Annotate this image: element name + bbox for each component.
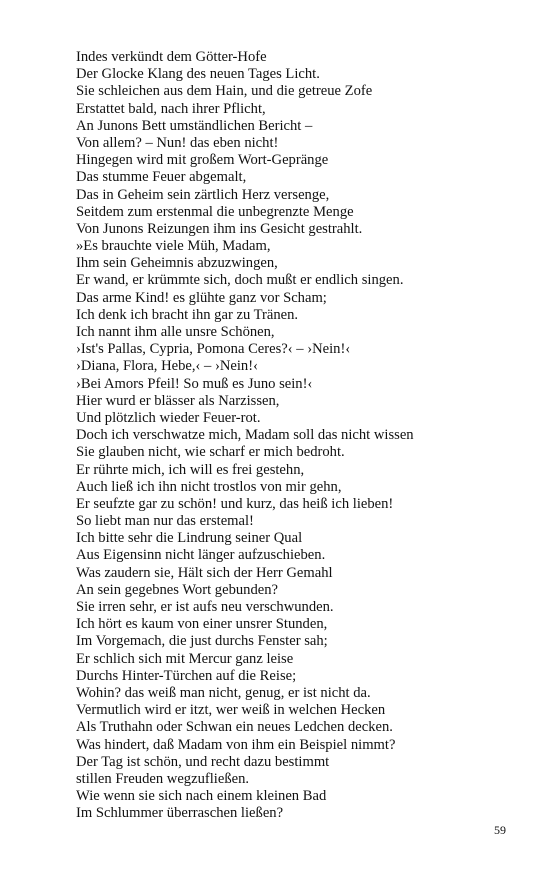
poem-line: Was zaudern sie, Hält sich der Herr Gemahl: [76, 564, 333, 581]
poem-line: Erstattet bald, nach ihrer Pflicht,: [76, 100, 266, 117]
poem-line: Sie glauben nicht, wie scharf er mich bedroht.: [76, 444, 345, 461]
poem-line: Was hindert, daß Madam von ihm ein Beispiel nimmt?: [76, 736, 396, 753]
poem-line: Ich nannt ihm alle unsre Schönen,: [76, 324, 275, 340]
poem-line: Wie wenn sie sich nach einem kleinen Bad: [76, 788, 327, 805]
poem-line: Von Junons Reizungen ihm ins Gesicht gestrahlt.: [76, 220, 363, 237]
poem-line: ›Bei Amors Pfeil! So muß es Juno sein!‹: [76, 375, 313, 392]
poem-line: Doch ich verschwatze mich, Madam soll das nicht wissen: [76, 427, 414, 444]
poem-line: So liebt man nur das erstemal!: [76, 513, 254, 530]
poem-line: Das stumme Feuer abgemalt,: [76, 169, 247, 186]
poem-line: Als Truthahn oder Schwan ein neues Ledchen decken.: [76, 719, 393, 736]
poem-line: Durchs Hinter-Türchen auf die Reise;: [76, 667, 297, 684]
poem-line: Er rührte mich, ich will es frei gestehn,: [76, 461, 305, 478]
poem-line: Ich hört es kaum von einer unsrer Stunden,: [76, 616, 328, 633]
poem-line: Der Tag ist schön, und recht dazu bestimmt: [76, 753, 330, 770]
poem-line: Hier wurd er blässer als Narzissen,: [76, 392, 280, 409]
poem-line: Sie irren sehr, er ist aufs neu verschwunden.: [76, 599, 334, 615]
poem-line: Er wand, er krümmte sich, doch mußt er endlich singen.: [76, 272, 404, 289]
poem-line: Der Glocke Klang des neuen Tages Licht.: [76, 66, 320, 83]
poem-line: Das in Geheim sein zärtlich Herz versenge,: [76, 186, 330, 203]
poem-line: Ich denk ich bracht ihn gar zu Tränen.: [76, 306, 299, 323]
page-number: 59: [494, 823, 506, 837]
poem-line: Vermutlich wird er itzt, wer weiß in welchen Hecken: [76, 702, 386, 719]
poem-line: Hingegen wird mit großem Wort-Gepränge: [76, 152, 329, 169]
poem-line: Im Vorgemach, die just durchs Fenster sah;: [76, 633, 328, 650]
poem-line: Aus Eigensinn nicht länger aufzuschieben.: [76, 547, 326, 564]
poem-line: ›Ist's Pallas, Cypria, Pomona Ceres?‹ – ›Nein!‹: [76, 341, 351, 358]
poem-line: ›Diana, Flora, Hebe,‹ – ›Nein!‹: [76, 358, 258, 375]
poem-line: stillen Freuden wegzufließen.: [76, 770, 250, 787]
poem-line: An Junons Bett umständlichen Bericht –: [76, 117, 313, 134]
poem-line: Wohin? das weiß man nicht, genug, er ist nicht da.: [76, 684, 371, 701]
poem-line: Das arme Kind! es glühte ganz vor Scham;: [76, 289, 327, 306]
poem-line: Und plötzlich wieder Feuer-rot.: [76, 409, 261, 426]
poem-line: Seitdem zum erstenmal die unbegrenzte Menge: [76, 203, 354, 220]
poem-line: Auch ließ ich ihn nicht trostlos von mir gehn,: [76, 478, 342, 495]
poem-line: Im Schlummer überraschen ließen?: [76, 805, 284, 822]
poem-line: An sein gegebnes Wort gebunden?: [76, 581, 279, 598]
poem-text: [76, 49, 496, 822]
poem-line: Ihm sein Geheimnis abzuzwingen,: [76, 255, 278, 272]
poem-line: Ich bitte sehr die Lindrung seiner Qual: [76, 530, 303, 547]
poem-line: Er seufzte gar zu schön! und kurz, das heiß ich lieben!: [76, 495, 394, 512]
poem-line: Von allem? – Nun! das eben nicht!: [76, 134, 279, 151]
poem-line: Sie schleichen aus dem Hain, und die getreue Zofe: [76, 83, 373, 100]
poem-line: »Es brauchte viele Müh, Madam,: [76, 238, 271, 255]
poem-line: Er schlich sich mit Mercur ganz leise: [76, 650, 294, 667]
poem-line: Indes verkündt dem Götter-Hofe: [76, 49, 267, 65]
